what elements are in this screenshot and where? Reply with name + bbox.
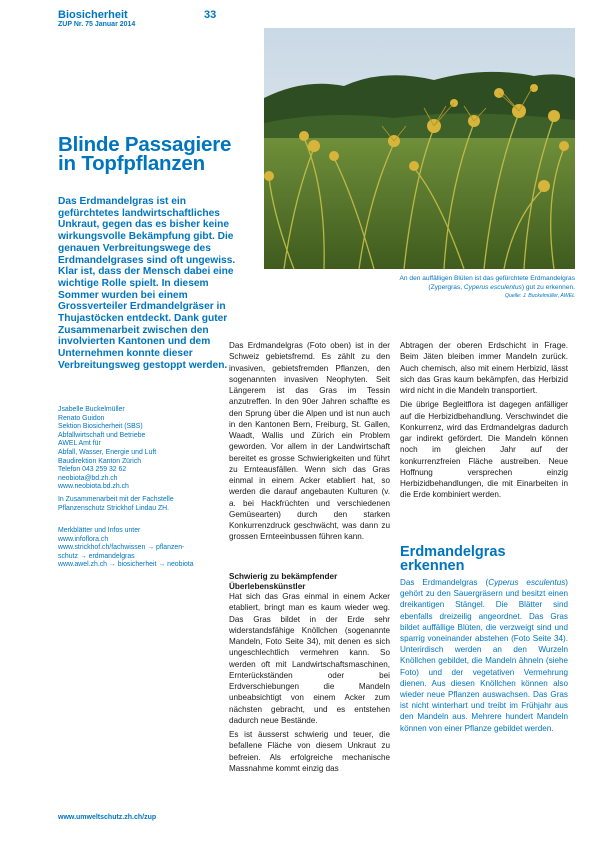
awel-link[interactable]: www.awel.zh.ch → biosicherheit → neobiota — [58, 561, 194, 569]
strickhof-link[interactable]: www.strickhof.ch/fachwissen → pflanzen- — [58, 544, 185, 552]
strickhof-link-cont[interactable]: schutz → erdmandelgras — [58, 552, 135, 560]
author-line: AWEL Amt für — [58, 440, 101, 448]
article-lead: Das Erdmandelgras ist ein gefürchtetes landwirtschaftliches Unkraut, gegen das es bisher keine wirkungsvolle Bekämpfung gibt. Die genauen Verbreitungswege des Erdmandelgrases sind oft ungewiss. Klar ist, dass der Mensch dabei eine wichtige Rolle spielt. In diesem Sommer wurden bei einem Grossverteiler Erdmandelgräser in Thujastöcken entdeckt. Dank guter Zusammenarbeit zwischen den involvierten Kantonen und dem Unternehmen konnte dieser Verbreitungsweg gestoppt werden. — [58, 196, 236, 371]
sidebar-headline: Erdmandelgras erkennen — [400, 544, 506, 574]
author-website-link[interactable]: www.neobiota.bd.zh.ch — [58, 483, 129, 491]
author-line: Sektion Biosicherheit (SBS) — [58, 423, 143, 431]
body-column-1-continued — [229, 591, 390, 777]
caption-line-2: (Zypergras, Cyperus esculentus) gut zu erkennen. — [428, 284, 575, 291]
body-paragraph: Abtragen der oberen Erdschicht in Frage. Beim Jäten bleiben immer Mandeln zurück. Auch chemisch, also mit einem Herbizid, lässt sich das Gras kaum bekämpfen, das Herbizid wird nicht in die Mandeln transportiert. — [400, 341, 568, 395]
article-photo — [264, 28, 575, 269]
cooperation-note — [58, 496, 248, 513]
cooperation-line: In Zusammenarbeit mit der Fachstelle — [58, 496, 174, 503]
author-line: Baudirektion Kanton Zürich — [58, 457, 142, 465]
body-paragraph: Das Erdmandelgras (Foto oben) ist in der Schweiz gebietsfremd. Es zählt zu den invasiven, gebietsfremden Pflanzen, den sogenannten invasiven Neophyten. Seit Längerem ist das Gras im Tessin anzutreffen. In den 90er Jahren schaffte es den Sprung über die Alpen und ist nun auch in den Kantonen Bern, Freiburg, St. Gallen, Waadt, Wallis und Zürich ein Problem geworden. Vor allem in der Landwirtschaft bereitet es grosse Schwierigkeiten und führt zu Ernteausfällen. Wenn sich das Gras einmal in einem Acker etabliert hat, so werden die darauf angebauten Kulturen (v. a. bei Hackfrüchten und verschiedenen Gemüsearten) durch den starken Konkurrenzdruck geschwächt, was dann zu grossen Ernteeinbussen führen kann. — [229, 341, 390, 542]
body-paragraph: Die übrige Begleitflora ist dagegen anfälliger auf die Herbizidbehandlung. Verschwindet die Konkurrenz, wird das Erdmandelgras dadurch gar indirekt gefördert. Die Mandeln können noch im gleichen Jahr auf der konkurrenzfreien Fläche austreiben. Neue Hoffnung versprechen einzig Herbizidbehandlungen, die mit Einarbeiten in die Erde kombiniert werden. — [400, 400, 568, 500]
author-line: Abfallwirtschaft und Betriebe — [58, 431, 146, 439]
body-paragraph: Hat sich das Gras einmal in einem Acker etabliert, bringt man es kaum wieder weg. Das Gras bildet in der Erde sehr widerstandsfähige Knöllchen (sogenannte Mandeln, Foto Seite 34), mit denen es sich ungeschlechtlich vermehren kann. So werden oft mit Landwirtschaftsmaschinen, Ernterückständen oder bei Erdverschiebungen die Mandeln unbeabsichtigt von einem Acker zum nächsten gebracht, und es entstehen dadurch neue Bestände. — [229, 592, 390, 725]
photo-caption — [264, 274, 575, 301]
links-block — [58, 527, 248, 570]
author-block — [58, 406, 248, 492]
page-number: 33 — [204, 9, 217, 21]
caption-line-1: An den auffälligen Blüten ist das gefürchtete Erdmandelgras — [399, 275, 575, 282]
section-title: Biosicherheit — [58, 9, 128, 21]
photo-source: Quelle: J. Buckelmüller, AWEL — [504, 293, 575, 299]
footer-url-link[interactable]: www.umweltschutz.zh.ch/zup — [58, 814, 157, 821]
author-line: Jsabelle Buckelmüller — [58, 406, 125, 413]
article-headline: Blinde Passagiere in Topfpflanzen — [58, 133, 232, 175]
links-label: Merkblätter und Infos unter — [58, 527, 141, 534]
author-line: Abfall, Wasser, Energie und Luft — [58, 448, 157, 456]
infoflora-link[interactable]: www.infoflora.ch — [58, 535, 109, 543]
body-column-2 — [400, 340, 568, 504]
section-subhead: Schwierig zu bekämpfender Überlebenskünstler — [229, 572, 338, 591]
author-email-link[interactable]: neobiota@bd.zh.ch — [58, 474, 118, 482]
cooperation-line: Pflanzenschutz Strickhof Lindau ZH. — [58, 504, 170, 512]
issue-label: ZUP Nr. 75 Januar 2014 — [58, 21, 136, 28]
author-line: Renato Guidon — [58, 414, 105, 422]
sidebar-text: Das Erdmandelgras (Cyperus esculentus) gehört zu den Sauergräsern und besitzt einen dreikantigen Stängel. Die Blätter sind ebenfalls dreizeilig angeordnet. Das Gras bildet auffällige Blüten, die verzweigt sind und sparrig voneinander abstehen (Foto Seite 34). Unterirdisch werden an den Wurzeln Knöllchen gebildet, die Mandeln ähneln (siehe Foto) und der vegetativen Vermehrung dienen. Aus diesen Knöllchen können also wieder neue Pflanzen auswachsen. Das Gras ist nicht winterhart und treibt im Frühjahr aus den Mandeln aus. Mehrere hundert Mandeln können von einer Pflanze gebildet werden. — [400, 578, 568, 733]
body-column-1 — [229, 340, 390, 546]
author-line: Telefon 043 259 32 62 — [58, 466, 127, 474]
body-paragraph: Es ist äusserst schwierig und teuer, die befallene Fläche von diesem Unkraut zu befreien. Als erfolgreiche mechanische Massnahme kommt einzig das — [229, 730, 390, 773]
